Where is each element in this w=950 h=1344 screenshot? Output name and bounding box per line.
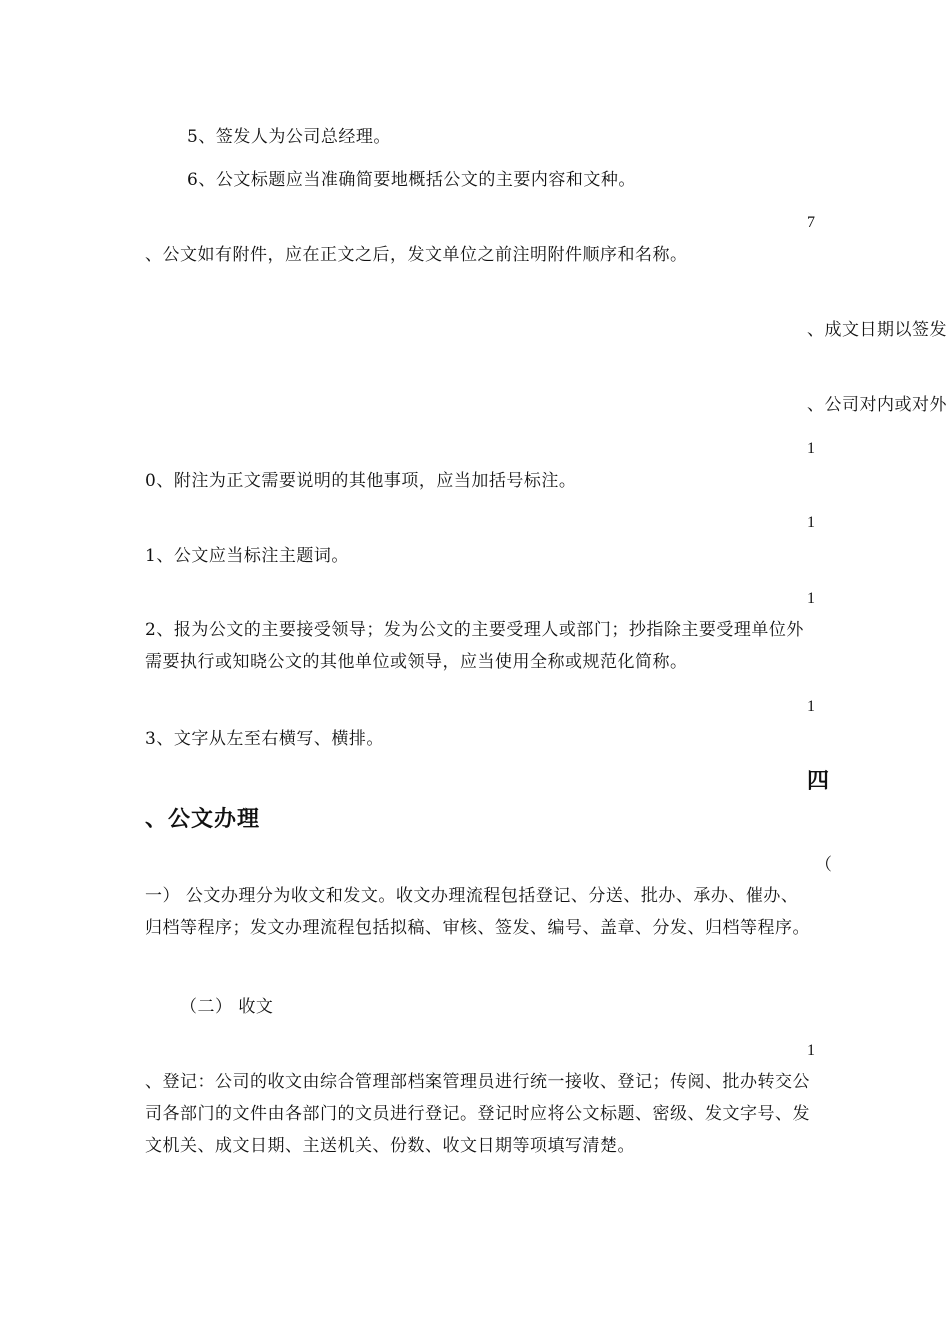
subsection-1-paren: （ — [815, 855, 833, 875]
subsection-2-heading: （二） 收文 — [180, 997, 274, 1017]
item-13: 3、文字从左至右横写、横排。 — [145, 729, 384, 749]
item-11: 1、公文应当标注主题词。 — [145, 546, 349, 566]
item-8-fragment: 、成文日期以签发 — [807, 320, 947, 340]
item-5: 5、签发人为公司总经理。 — [187, 127, 391, 147]
item-6: 6、公文标题应当准确简要地概括公文的主要内容和文种。 — [187, 170, 636, 190]
section-4-heading: 、公文办理 — [145, 807, 261, 832]
item-9-fragment: 、公司对内或对外 — [807, 395, 947, 415]
section-4-numeral: 四 — [807, 769, 831, 794]
item-10-number: 1 — [807, 440, 815, 457]
registration-paragraph: 、登记：公司的收文由综合管理部档案管理员进行统一接收、登记；传阅、批办转交公司各部门的文件由各部门的文员进行登记。登记时应将公文标题、密级、发文字号、发文机关、成文日期、主送机关、份数、收文日期等项填写清楚。 — [145, 1072, 810, 1156]
item-13-number: 1 — [807, 698, 815, 715]
item-11-number: 1 — [807, 514, 815, 531]
item-12: 2、报为公文的主要接受领导；发为公文的主要受理人或部门；抄指除主要受理单位外需要执行或知晓公文的其他单位或领导，应当使用全称或规范化简称。 — [145, 620, 804, 672]
item-10: 0、附注为正文需要说明的其他事项，应当加括号标注。 — [145, 471, 577, 491]
registration-number: 1 — [807, 1042, 815, 1059]
subsection-1: 一） 公文办理分为收文和发文。收文办理流程包括登记、分送、批办、承办、催办、归档等程序；发文办理流程包括拟稿、审核、签发、编号、盖章、分发、归档等程序。 — [145, 886, 810, 938]
item-7-number: 7 — [807, 214, 815, 231]
item-12-number: 1 — [807, 590, 815, 607]
item-7: 、公文如有附件，应在正文之后，发文单位之前注明附件顺序和名称。 — [145, 245, 688, 265]
